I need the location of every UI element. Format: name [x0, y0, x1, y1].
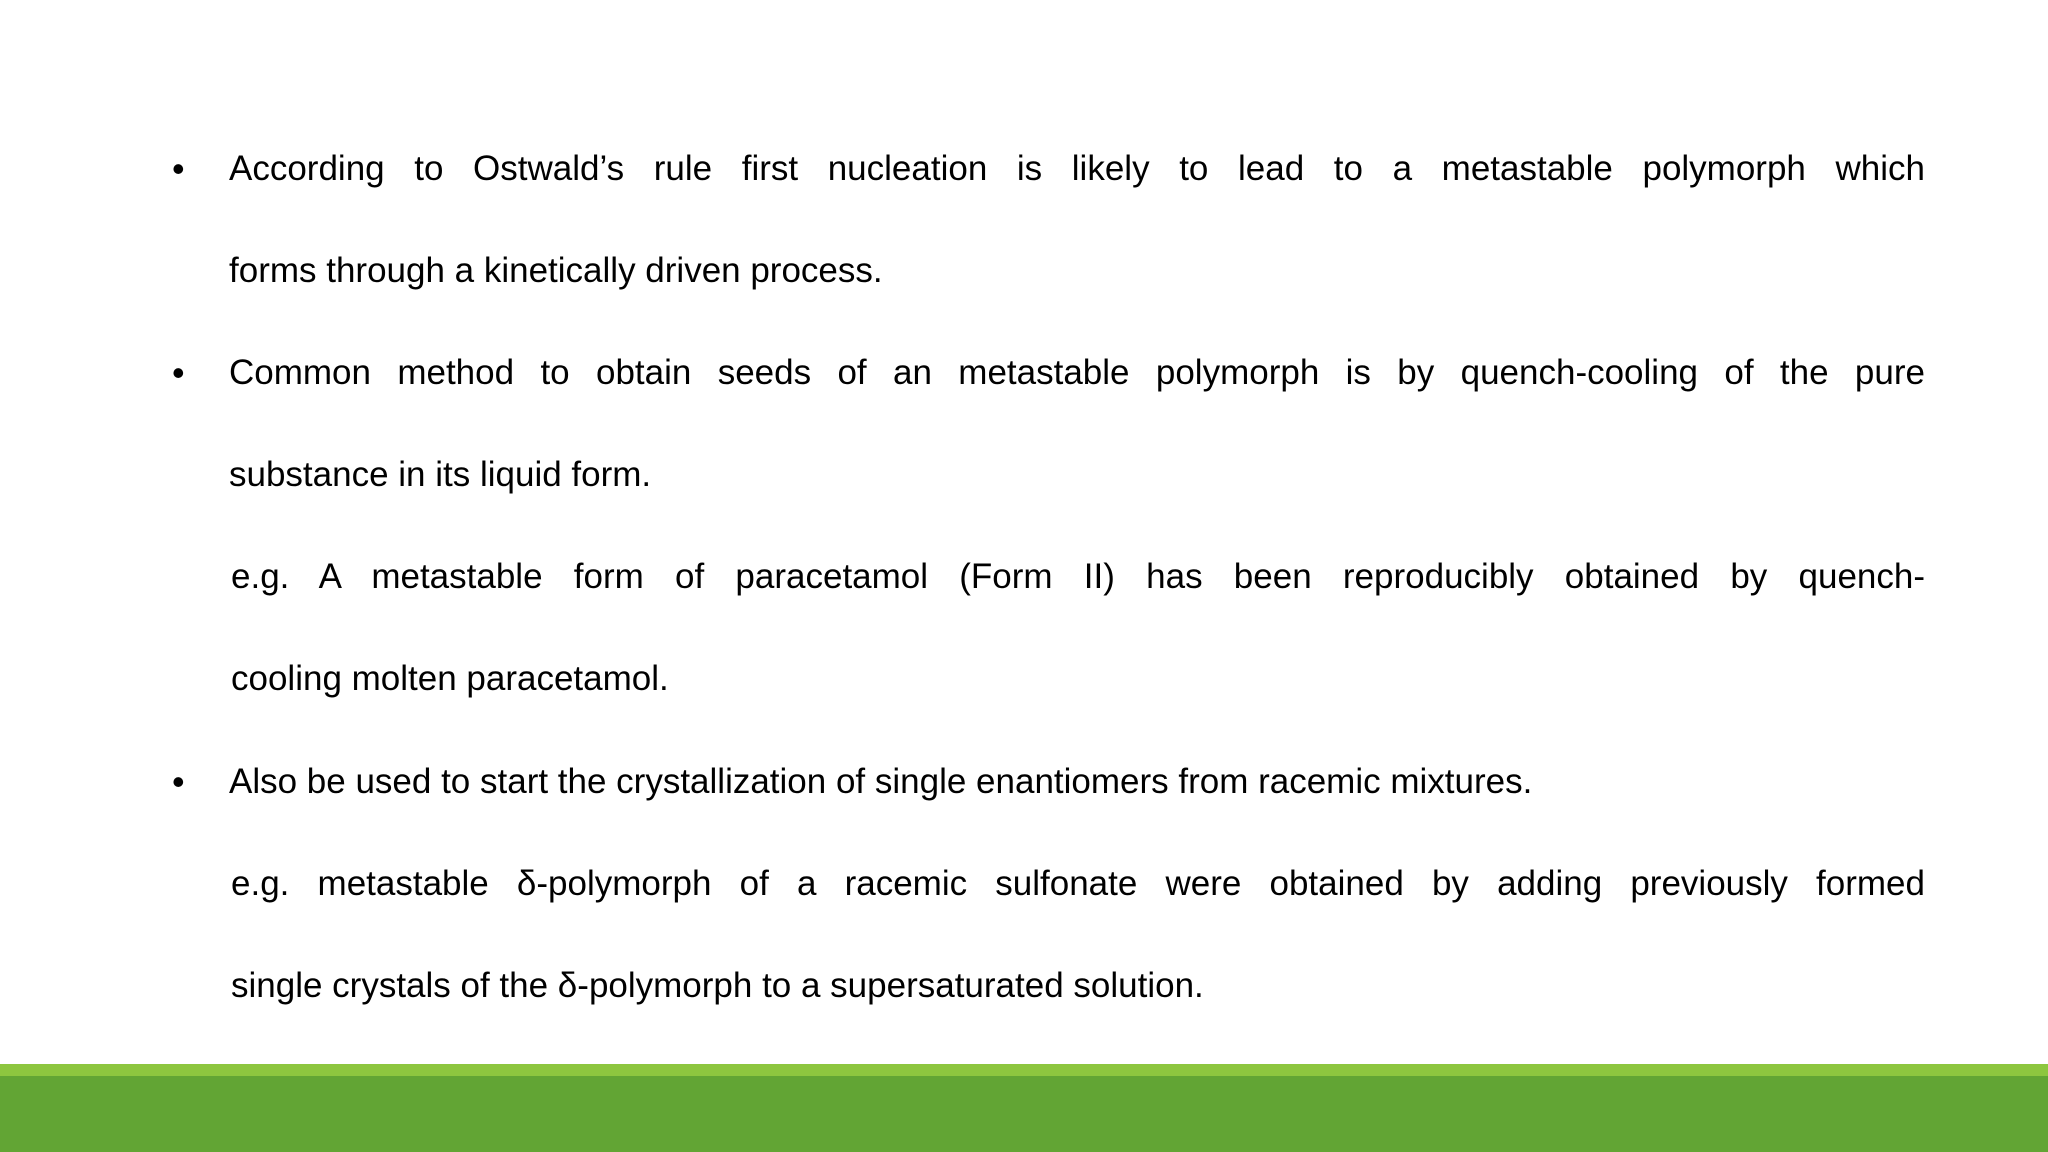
bullet-2-line-1: Common method to obtain seeds of an metastable polymorph is by quench-cooling of the pure — [229, 353, 1925, 392]
bullet-marker: • — [172, 148, 185, 189]
footer-bar — [0, 1076, 2048, 1152]
bullet-1-line-1: According to Ostwald’s rule first nucleation is likely to lead to a metastable polymorph which — [229, 149, 1925, 188]
bullet-1-line-2: forms through a kinetically driven process. — [229, 251, 883, 290]
example-1-line-2: cooling molten paracetamol. — [231, 659, 669, 698]
example-2-line-2: single crystals of the δ-polymorph to a supersaturated solution. — [231, 966, 1204, 1005]
bullet-3-line-1: Also be used to start the crystallization of single enantiomers from racemic mixtures. — [229, 762, 1533, 801]
bullet-marker: • — [172, 761, 185, 802]
footer-accent-stripe — [0, 1064, 2048, 1076]
example-2-line-1: e.g. metastable δ-polymorph of a racemic sulfonate were obtained by adding previously formed — [231, 864, 1925, 903]
bullet-2-line-2: substance in its liquid form. — [229, 455, 652, 494]
bullet-marker: • — [172, 352, 185, 393]
example-1-line-1: e.g. A metastable form of paracetamol (Form II) has been reproducibly obtained by quench- — [231, 557, 1925, 596]
